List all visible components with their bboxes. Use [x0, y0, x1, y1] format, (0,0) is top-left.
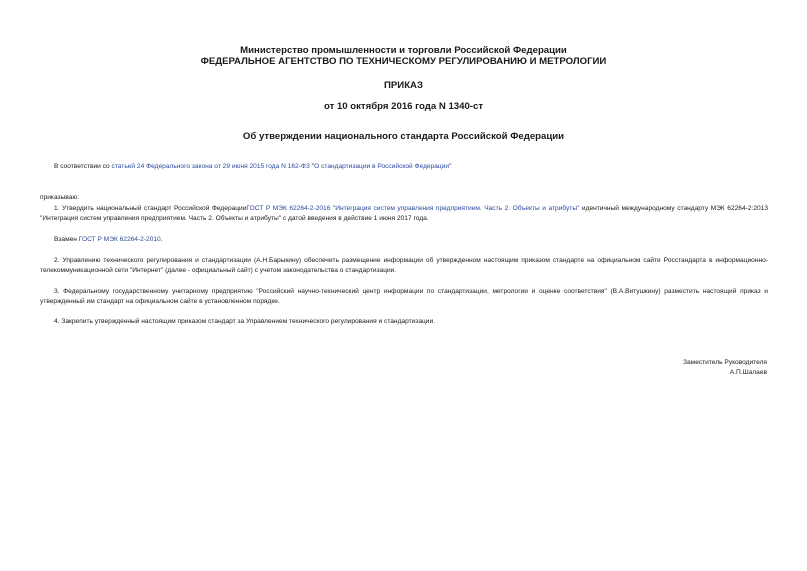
order-word: приказываю:	[40, 194, 80, 201]
item-1-suffix: идентичный международному стандарту МЭК 62264-2:2013 "Интеграция систем управления предприятием. Часть 2. Объекты и атрибуты" с датой введения в действие 1 июня 2017 года.	[40, 205, 768, 222]
signature-position: Заместитель Руководителя	[683, 359, 767, 366]
item-4-text: 4. Закрепить утвержденный настоящим приказом стандарт за Управлением технического регулирования и стандартизации.	[54, 318, 435, 325]
document-type-heading: ПРИКАЗ	[384, 80, 423, 91]
intro-prefix: В соответствии со	[54, 163, 112, 170]
item-1-paragraph	[40, 204, 768, 224]
subject-heading: Об утверждении национального стандарта Российской Федерации	[242, 131, 565, 142]
item-3-text: 3. Федеральному государственному унитарному предприятию "Российский научно-технический центр информации по стандартизации, метрологии и оценке соответствия" (В.А.Витушкину) разместить настоящий приказ и утвержденный им стандарт на официальном сайте в установленном порядке.	[40, 288, 768, 305]
date-number-heading: от 10 октября 2016 года N 1340-ст	[323, 101, 484, 112]
replace-suffix: .	[160, 236, 163, 243]
standard-2016-link[interactable]: ГОСТ Р МЭК 62264-2-2016 "Интеграция систем управления предприятием. Часть 2. Объекты и атрибуты"	[246, 205, 580, 212]
replace-paragraph	[40, 235, 768, 245]
intro-mid: "	[309, 163, 315, 170]
intro-paragraph	[40, 162, 768, 172]
signature-name: А.П.Шалаев	[729, 369, 767, 376]
agency-heading: ФЕДЕРАЛЬНОЕ АГЕНТСТВО ПО ТЕХНИЧЕСКОМУ РЕГУЛИРОВАНИЮ И МЕТРОЛОГИИ	[200, 56, 607, 67]
replace-prefix: Взамен	[54, 236, 79, 243]
item-3-paragraph	[40, 287, 768, 307]
intro-suffix: "	[449, 163, 452, 170]
ministry-heading: Министерство промышленности и торговли Российской Федерации	[240, 45, 567, 56]
item-2-paragraph	[40, 256, 768, 276]
law-title-link[interactable]: О стандартизации в Российской Федерации	[314, 163, 450, 170]
law-article-link[interactable]: статьей 24 Федерального закона от 29 июня 2015 года N 162-ФЗ	[111, 163, 310, 170]
standard-2010-link[interactable]: ГОСТ Р МЭК 62264-2-2010	[78, 236, 161, 243]
item-4-paragraph	[40, 317, 768, 327]
item-2-text: 2. Управлению технического регулирования и стандартизации (А.Н.Барыкину) обеспечить размещение информации об утвержденном настоящим приказом стандарте на официальном сайте Росстандарта в информационно-телекоммуникационной сети "Интернет" (далее - официальный сайт) с учетом законодательства о стандартизации.	[40, 257, 768, 274]
item-1-prefix: 1. Утвердить национальный стандарт Российской Федерации	[54, 205, 247, 212]
